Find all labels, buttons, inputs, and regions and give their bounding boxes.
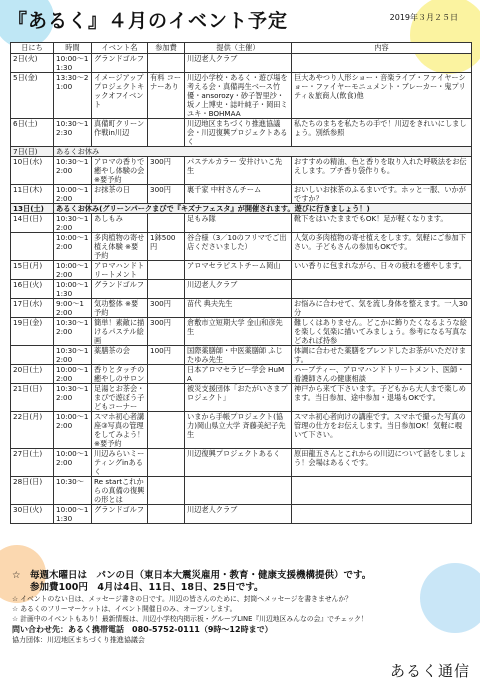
closed-day-row: [11, 204, 472, 214]
cell-fee: 300円: [148, 157, 185, 185]
cell-host: アロマセラピストチーム岡山: [185, 261, 292, 280]
cell-time: 9:00～12:00: [54, 299, 92, 318]
header-event: イベント名: [92, 43, 148, 54]
table-row: [11, 346, 472, 365]
cell-content: おすすめの精油、色と香りを取り入れた呼吸法をお伝えします。プチ香り袋作りも。: [292, 157, 472, 185]
cell-time: 10:30～12:00: [54, 346, 92, 365]
note-message: ☆ イベントのない日は、メッセージ書きの日です。川辺の皆さんのために、封筒へメッセージを書きませんか？: [12, 595, 352, 603]
cell-host: 裏千家 中村さんチーム: [185, 185, 292, 204]
closed-notice: あるくお休み: [54, 147, 472, 157]
cell-event: 真備町クリーン作戦in川辺: [92, 119, 148, 147]
cell-fee: [148, 449, 185, 477]
table-row: [11, 214, 472, 233]
cell-content: [292, 280, 472, 299]
header-date: 日にち: [11, 43, 54, 54]
cell-event: 川辺みらいミーティングinあるく: [92, 449, 148, 477]
cell-date: 19日(金): [11, 318, 54, 346]
cell-fee: [148, 119, 185, 147]
cell-content: 人気の多肉植物の寄せ植えをします。気軽にご参加下さい。子どもさんの参加もOKです。: [292, 233, 472, 261]
cell-date: 21日(日): [11, 384, 54, 412]
page-title: 『あるく』４月のイベント予定: [8, 10, 289, 32]
table-row: [11, 280, 472, 299]
cell-content: 原田龍五さんとこれからの川辺について話をしましょう！会場はあるくです。: [292, 449, 472, 477]
cell-event: グランドゴルフ: [92, 505, 148, 524]
cell-event: イメージアップ プロジェクトキックオフイベント: [92, 73, 148, 119]
cell-date: 16日(火): [11, 280, 54, 299]
cell-host: 足もみ隊: [185, 214, 292, 233]
closed-notice: あるくお休み(グリーンパークまびで『キズナフェスタ』が開催されます。遊びに行きましょう！): [54, 204, 472, 214]
cell-fee: [148, 384, 185, 412]
table-header-row: [11, 43, 472, 54]
cell-content: 巨大あやつり人形ショー・音楽ライブ・ファイヤーショー・ファイヤーモニュメント・ブレーカー・鬼プリティ＆旅商人(飲食)他: [292, 73, 472, 119]
cell-fee: 100円: [148, 346, 185, 365]
cell-time: 10:00～12:00: [54, 365, 92, 384]
table-row: [11, 449, 472, 477]
cell-host: [185, 477, 292, 505]
cell-date: 14日(日): [11, 214, 54, 233]
bread-day-dates: 参加費100円 4月は4日、11日、18日、25日です。: [30, 582, 264, 593]
cell-host: 苗代 典夫先生: [185, 299, 292, 318]
cell-content: [292, 54, 472, 73]
cell-content: 難しくはありません。どこかに飾りたくなるような絵を楽しく気楽に描いてみましょう。参考になる写真などあれば持参: [292, 318, 472, 346]
cooperating-org: 協力団体：川辺地区まちづくり推進協議会: [12, 636, 145, 644]
cell-date: 6日(土): [11, 119, 54, 147]
cell-fee: 300円: [148, 185, 185, 204]
cell-host: 被災支援団体「おたがいさまプロジェクト」: [185, 384, 292, 412]
cell-event: 気功整体 ※要予約: [92, 299, 148, 318]
note-latest-info: ☆ 計画中のイベントもあり！最新情報は、川辺小学校内掲示板・グループLINE『川辺地区みんなの会』でチェック！: [12, 615, 368, 623]
cell-host: 川辺老人クラブ: [185, 280, 292, 299]
table-row: [11, 185, 472, 204]
cell-fee: 1鉢500円: [148, 233, 185, 261]
cell-event: 多肉植物の寄せ植え体験 ※要予約: [92, 233, 148, 261]
table-row: [11, 157, 472, 185]
cell-date: 2日(火): [11, 54, 54, 73]
cell-host: 倉敷市立短期大学 金山和彦先生: [185, 318, 292, 346]
cell-date: 11日(木): [11, 185, 54, 204]
cell-fee: 300円: [148, 318, 185, 346]
header-content: 内容: [292, 43, 472, 54]
cell-content: 私たちのまちを私たちの手で！川辺をきれいにしましょう。別紙参照: [292, 119, 472, 147]
table-row: [11, 384, 472, 412]
cell-host: 川辺老人クラブ: [185, 54, 292, 73]
cell-date: 20日(土): [11, 365, 54, 384]
cell-date: 28日(日): [11, 477, 54, 505]
table-row: [11, 73, 472, 119]
cell-date: 15日(月): [11, 261, 54, 280]
event-schedule-table: [10, 42, 472, 524]
cell-host: 国際薬膳師・中医薬膳師 ふじたゆみ先生: [185, 346, 292, 365]
cell-content: [292, 505, 472, 524]
cell-time: 10:30～12:30: [54, 119, 92, 147]
table-row: [11, 365, 472, 384]
cell-content: ハーブティー、アロマハンドトリートメント、医師・看護師さんの健康相談: [292, 365, 472, 384]
cell-time: 10:00～11:30: [54, 280, 92, 299]
cell-content: お悩みに合わせて、気を流し身体を整えます。一人30分: [292, 299, 472, 318]
cell-content: [292, 477, 472, 505]
cell-host: 川辺老人クラブ: [185, 505, 292, 524]
cell-date: 27日(土): [11, 449, 54, 477]
cell-time: 13:30～21:00: [54, 73, 92, 119]
header-time: 時間: [54, 43, 92, 54]
cell-time: 10:00～12:00: [54, 185, 92, 204]
cell-host: いまから手帳プロジェクト(協力)岡山県立大学 斉藤美紀子先生: [185, 412, 292, 449]
cell-host: 谷合様（3／10のフリマでご出店くださいました）: [185, 233, 292, 261]
newsletter-brand: あるく通信: [389, 662, 470, 680]
cell-time: 10:00～12:00: [54, 412, 92, 449]
cell-event: あしもみ: [92, 214, 148, 233]
table-row: [11, 233, 472, 261]
cell-content: いい香りに包まれながら、日々の疲れを癒やします。: [292, 261, 472, 280]
cell-host: 日本アロマセラピー学会 HuMA: [185, 365, 292, 384]
cell-time: 10:30～12:00: [54, 157, 92, 185]
cell-event: グランドゴルフ: [92, 54, 148, 73]
note-flea-market: ☆ あるくのフリーマーケットは、イベント開催日のみ、オープンします。: [12, 605, 237, 613]
cell-time: 10:30～12:00: [54, 214, 92, 233]
table-row: [11, 299, 472, 318]
cell-content: 靴下をはいたままでもOK！足が軽くなります。: [292, 214, 472, 233]
table-row: [11, 412, 472, 449]
table-row: [11, 261, 472, 280]
cell-event: 足湯とお茶会・まびで遊ぼう子どもコーナー: [92, 384, 148, 412]
cell-time: 10:30～12:00: [54, 318, 92, 346]
cell-time: 10:00～12:00: [54, 449, 92, 477]
cell-fee: [148, 214, 185, 233]
cell-event: スマホ初心者講座③写真の管理をしてみよう！ ※要予約: [92, 412, 148, 449]
cell-event: 簡単！素敵に描けるパステル絵画: [92, 318, 148, 346]
cell-content: 神戸から来て下さいます。子どもから大人まで楽しめます。当日参加、途中参加・退場もOKです。: [292, 384, 472, 412]
cell-host: パステルカラー 安井けいこ先生: [185, 157, 292, 185]
cell-fee: [148, 477, 185, 505]
cell-date: [11, 233, 54, 261]
cell-date: 30日(火): [11, 505, 54, 524]
cell-fee: [148, 54, 185, 73]
cell-fee: 300円: [148, 299, 185, 318]
cell-content: 体調に合わせた薬膳をブレンドしたお茶がいただけます。: [292, 346, 472, 365]
cell-date: 22日(月): [11, 412, 54, 449]
cell-event: グランドゴルフ: [92, 280, 148, 299]
cell-event: 薬膳茶の会: [92, 346, 148, 365]
bread-day-notice: ☆ 毎週木曜日は パンの日（東日本大震災雇用・教育・健康支援機構提供）です。: [12, 570, 372, 581]
cell-fee: [148, 261, 185, 280]
issue-date: 2019年３月２５日: [389, 13, 458, 22]
footer: [12, 570, 472, 645]
cell-fee: 有料 コーナーあり: [148, 73, 185, 119]
table-row: [11, 505, 472, 524]
closed-day-row: [11, 147, 472, 157]
table-row: [11, 318, 472, 346]
cell-time: 10:00～11:30: [54, 505, 92, 524]
cell-event: アロマハンドトリートメント: [92, 261, 148, 280]
cell-time: 10:00～12:00: [54, 233, 92, 261]
cell-host: 川辺復興プロジェクトあるく: [185, 449, 292, 477]
cell-fee: [148, 412, 185, 449]
cell-date: [11, 346, 54, 365]
cell-fee: [148, 505, 185, 524]
table-row: [11, 477, 472, 505]
cell-host: 川辺小学校・あるく・遊び場を考える会・真備再生ベース竹優・ansorozy・砂子智里沙・坂ノ上博史・誌叶純子・岡田ミユキ・BOHMAA: [185, 73, 292, 119]
cell-host: 川辺地区まちづくり推進協議会・川辺復興プロジェクトあるく: [185, 119, 292, 147]
cell-date: 5日(金): [11, 73, 54, 119]
cell-time: 10:00～12:00: [54, 261, 92, 280]
cell-date: 13日(土): [11, 204, 54, 214]
cell-fee: [148, 365, 185, 384]
table-row: [11, 54, 472, 73]
cell-time: 10:30～: [54, 477, 92, 505]
cell-event: Re startこれからの真備の復興の形とは: [92, 477, 148, 505]
cell-time: 10:00～11:30: [54, 54, 92, 73]
table-row: [11, 119, 472, 147]
cell-content: スマホ初心者向けの講座です。スマホで撮った写真の管理の仕方をお伝えします。当日参加OK！気軽に覗いて下さい。: [292, 412, 472, 449]
cell-content: おいしいお抹茶のふるまいです。ホッと一服、いかがですか？: [292, 185, 472, 204]
cell-event: アロマの香りで癒やし体験の会 ※要予約: [92, 157, 148, 185]
cell-fee: [148, 280, 185, 299]
cell-date: 10日(水): [11, 157, 54, 185]
cell-date: 17日(水): [11, 299, 54, 318]
cell-time: 10:30～12:00: [54, 384, 92, 412]
contact-info: 問い合わせ先：あるく携帯電話 080-5752-0111（9時～12時まで）: [12, 625, 273, 634]
header-fee: 参加費: [148, 43, 185, 54]
cell-event: お抹茶の日: [92, 185, 148, 204]
cell-event: 香りとタッチの癒やしのサロン: [92, 365, 148, 384]
header-host: 提供（主催）: [185, 43, 292, 54]
cell-date: 7日(日): [11, 147, 54, 157]
